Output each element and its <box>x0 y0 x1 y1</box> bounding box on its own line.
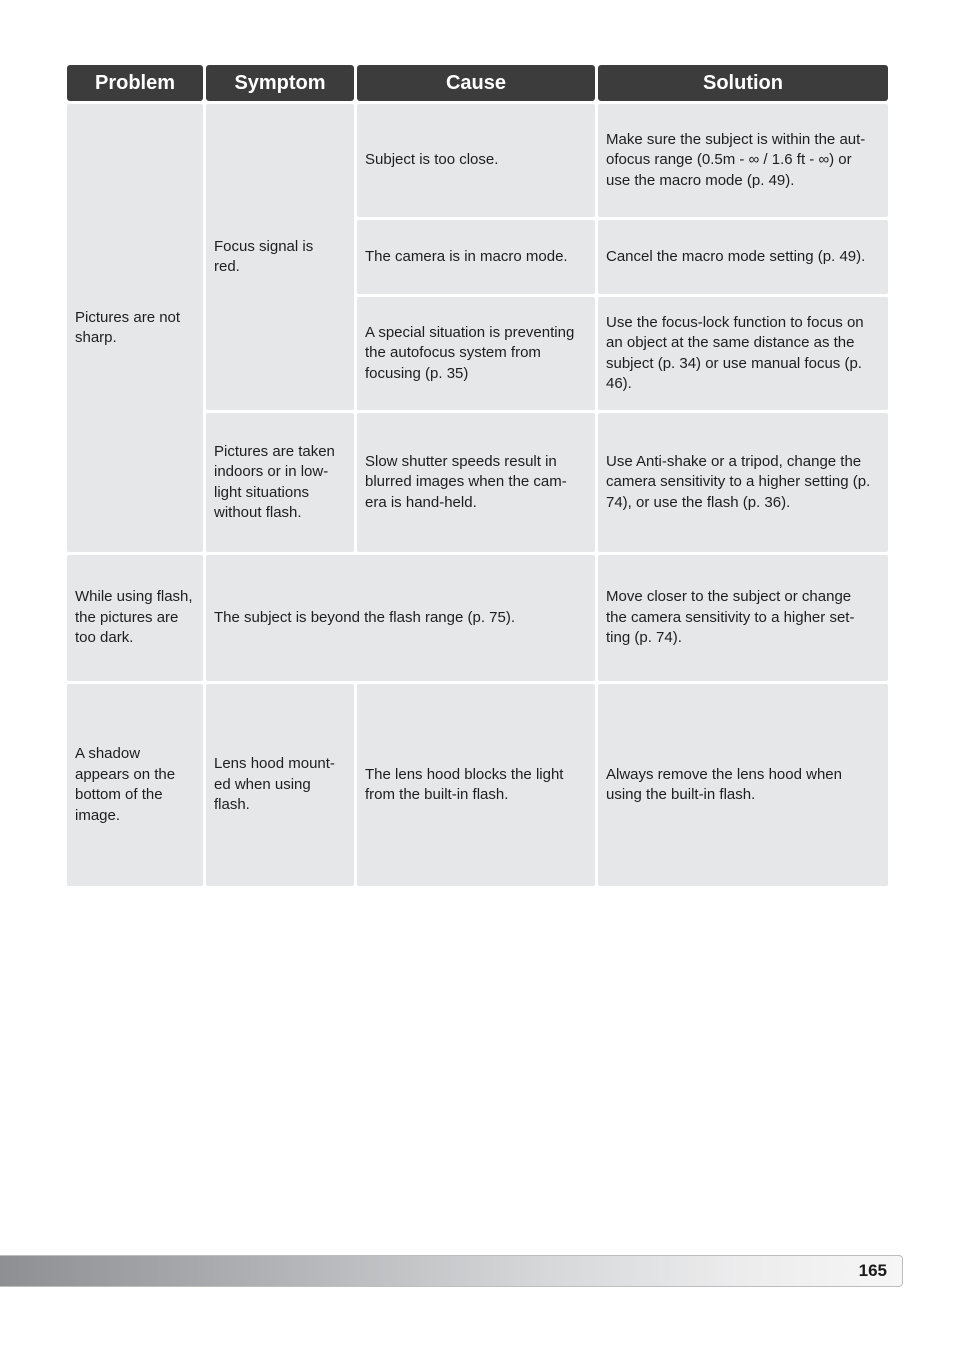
solution-cell <box>598 684 888 886</box>
problem-text: While using flash, the pictures are too dark. <box>75 588 193 647</box>
problem-text: A shadow appears on the bottom of the image. <box>75 745 176 824</box>
cause-text: Subject is too close. <box>365 151 499 169</box>
solution-text: Use the focus-lock function to focus on an object at the same distance as the subject (p. 34) or use manual focus (p. 46). <box>606 313 864 392</box>
header-cause: Cause <box>357 65 595 101</box>
solution-text: Use Anti-shake or a tripod, change the camera sensitivity to a higher setting (p. 74), or use the flash (p. 36). <box>606 452 871 511</box>
cause-text: A special situation is preventing the autofocus system from focusing (p. 35) <box>365 323 575 382</box>
header-problem: Problem <box>67 65 203 101</box>
solution-text: Always remove the lens hood when using the built-in flash. <box>606 765 842 803</box>
symptom-cause-text: The subject is beyond the flash range (p. 75). <box>214 608 516 626</box>
problem-cell <box>67 555 203 681</box>
symptom-text: Focus signal is red. <box>214 237 314 275</box>
solution-cell <box>598 104 888 217</box>
problem-cell <box>67 104 203 552</box>
cause-text: The lens hood blocks the light from the built-in flash. <box>365 765 564 803</box>
cause-text: Slow shutter speeds result in blurred images when the cam- era is hand-held. <box>365 452 567 511</box>
solution-text: Cancel the macro mode setting (p. 49). <box>606 247 866 265</box>
solution-cell <box>598 555 888 681</box>
cause-cell <box>357 220 595 294</box>
header-symptom: Symptom <box>206 65 354 101</box>
cause-text: The camera is in macro mode. <box>365 247 568 265</box>
symptom-cell <box>206 413 354 552</box>
cause-cell <box>357 104 595 217</box>
solution-text: Make sure the subject is within the aut- ofocus range (0.5m - ∞ / 1.6 ft - ∞) or use the macro mode (p. 49). <box>606 130 866 189</box>
solution-cell <box>598 220 888 294</box>
symptom-cell <box>206 104 354 410</box>
problem-cell <box>67 684 203 886</box>
symptom-cause-cell <box>206 555 595 681</box>
symptom-cell <box>206 684 354 886</box>
cause-cell <box>357 684 595 886</box>
cause-cell <box>357 413 595 552</box>
page-number: 165 <box>858 1261 887 1280</box>
problem-text: Pictures are not sharp. <box>75 308 181 346</box>
solution-cell <box>598 297 888 410</box>
symptom-text: Pictures are taken indoors or in low- light situations without flash. <box>214 442 335 521</box>
header-solution: Solution <box>598 65 888 101</box>
symptom-text: Lens hood mount- ed when using flash. <box>214 755 335 814</box>
footer-bar <box>0 1255 903 1287</box>
solution-text: Move closer to the subject or change the camera sensitivity to a higher set- ting (p. 74). <box>606 588 855 647</box>
solution-cell <box>598 413 888 552</box>
cause-cell <box>357 297 595 410</box>
